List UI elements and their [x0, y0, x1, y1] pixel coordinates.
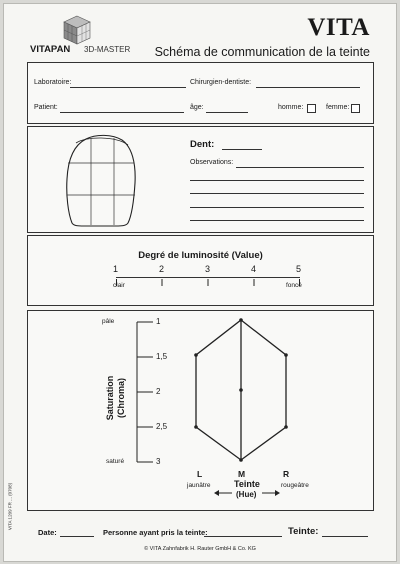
copyright: © VITA Zahnfabrik H. Rauter GmbH & Co. KG	[144, 546, 256, 552]
observations-label: Observations:	[190, 159, 234, 166]
chroma-level-2: 2	[156, 387, 161, 396]
arrow-right-icon	[262, 483, 280, 489]
dent-label: Dent:	[190, 139, 215, 150]
value-tick-4: 4	[251, 264, 257, 274]
logo-3d-master: 3D-MASTER	[84, 45, 131, 54]
chirurgien-label: Chirurgien-dentiste:	[190, 79, 252, 86]
value-box	[27, 235, 374, 306]
personne-label: Personne ayant pris la teinte:	[103, 528, 208, 537]
teinte-field[interactable]	[322, 536, 368, 537]
homme-label: homme:	[278, 104, 304, 111]
chirurgien-field[interactable]	[256, 87, 360, 88]
femme-checkbox[interactable]	[351, 104, 360, 113]
laboratoire-label: Laboratoire:	[34, 79, 72, 86]
observations-line-1[interactable]	[236, 167, 364, 168]
chroma-level-3: 3	[156, 457, 161, 466]
shade-hexagon	[194, 317, 288, 463]
rougeatre-label: rougeâtre	[281, 482, 309, 489]
sature-label: saturé	[106, 458, 125, 465]
value-tick-marks	[116, 274, 302, 282]
tooth-outline-icon	[64, 133, 138, 227]
patient-field[interactable]	[60, 112, 184, 113]
personne-field[interactable]	[204, 536, 282, 537]
age-label: âge:	[190, 104, 204, 111]
jaunatre-label: jaunâtre	[187, 482, 211, 489]
laboratoire-field[interactable]	[70, 87, 186, 88]
value-tick-3: 3	[205, 264, 211, 274]
hue-letter-l: L	[197, 469, 203, 479]
homme-checkbox[interactable]	[307, 104, 316, 113]
observations-line-4[interactable]	[190, 207, 364, 208]
dent-field[interactable]	[222, 149, 262, 150]
chroma-level-1: 1	[156, 317, 161, 326]
observations-line-2[interactable]	[190, 180, 364, 181]
value-tick-1: 1	[113, 264, 119, 274]
tooth-box	[27, 126, 374, 233]
teinte-footer-label: Teinte:	[288, 526, 319, 537]
value-tick-5: 5	[296, 264, 302, 274]
femme-label: femme:	[326, 104, 350, 111]
patient-label: Patient:	[34, 104, 58, 111]
teinte-hue-label: Teinte	[234, 479, 260, 489]
hue-subtitle: (Hue)	[236, 490, 257, 499]
date-label: Date:	[38, 528, 57, 537]
patient-info-box	[27, 62, 374, 124]
logo-vitapan: VITAPAN	[30, 44, 71, 55]
chroma-level-1-5: 1,5	[156, 352, 168, 361]
observations-line-3[interactable]	[190, 193, 364, 194]
value-left-label: clair	[113, 282, 125, 289]
chroma-axis-title: Saturation (Chroma)	[105, 375, 126, 421]
age-field[interactable]	[206, 112, 248, 113]
observations-line-5[interactable]	[190, 220, 364, 221]
hue-letter-m: M	[238, 469, 246, 479]
value-right-label: foncé	[286, 282, 302, 289]
chroma-scale	[132, 317, 161, 467]
cube-icon	[62, 15, 92, 45]
value-tick-2: 2	[159, 264, 165, 274]
pale-label: pâle	[102, 318, 115, 325]
brand-vita: VITA	[307, 14, 370, 41]
side-code: VITA 1209 FR ... (0708)	[7, 482, 13, 531]
chroma-level-2-5: 2,5	[156, 422, 168, 431]
arrow-left-icon	[214, 483, 232, 489]
form-title: Schéma de communication de la teinte	[154, 45, 370, 59]
chroma-hue-box	[27, 310, 374, 511]
hue-letter-r: R	[283, 469, 290, 479]
shade-communication-form	[3, 3, 397, 562]
value-title: Degré de luminosité (Value)	[138, 250, 263, 261]
date-field[interactable]	[60, 536, 94, 537]
